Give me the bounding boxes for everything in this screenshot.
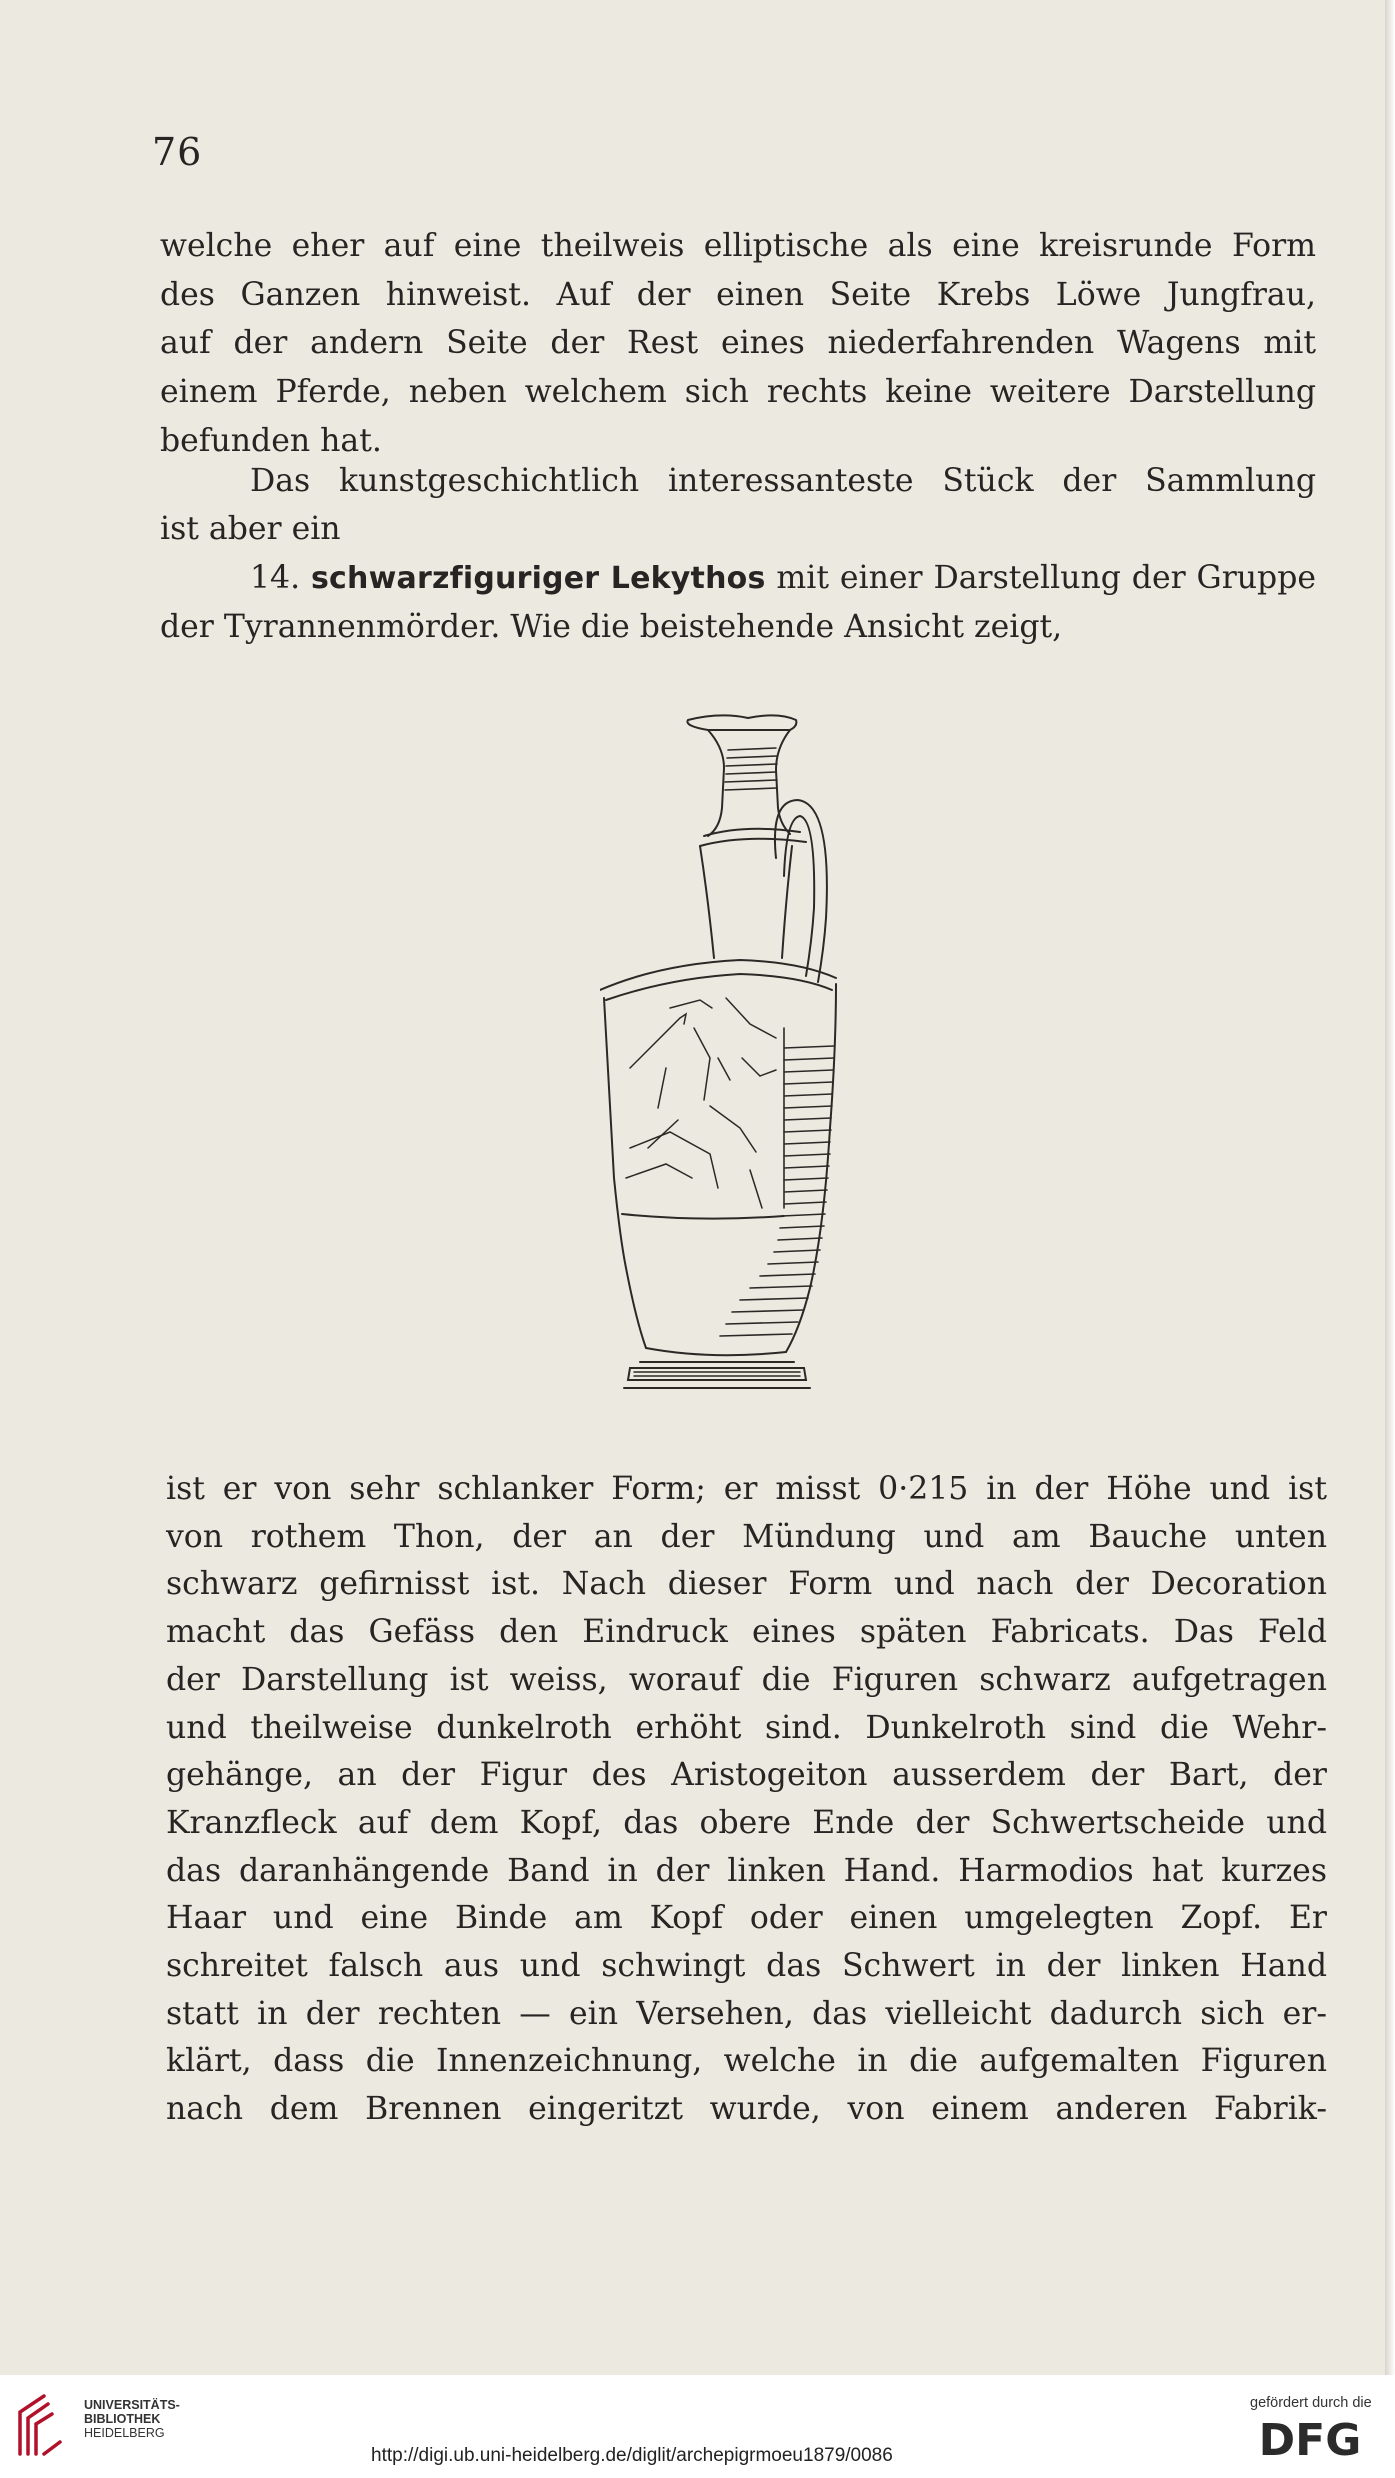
dfg-logo-text: DFG bbox=[1258, 2415, 1362, 2463]
text-line: macht das Gefäss den Eindruck eines späten Fabricats. Das Feld bbox=[166, 1614, 1327, 1651]
permalink-url[interactable]: http://digi.ub.uni-heidelberg.de/diglit/archepigrmoeu1879/0086 bbox=[371, 2445, 893, 2466]
text-line: und theilweise dunkelroth erhöht sind. Dunkelroth sind die Wehr- bbox=[166, 1709, 1327, 1746]
text-line: statt in der rechten — ein Versehen, das vielleicht dadurch sich er- bbox=[166, 1995, 1327, 2032]
paragraph-1 bbox=[160, 222, 1316, 466]
text-line: das daranhängende Band in der linken Hand. Harmodios hat kurzes bbox=[166, 1852, 1327, 1889]
institution-line: BIBLIOTHEK bbox=[84, 2412, 161, 2426]
text-line: welche eher auf eine theilweis elliptische als eine kreisrunde Form bbox=[160, 228, 1316, 264]
text-line-rest: mit einer Darstellung der Gruppe bbox=[776, 560, 1317, 596]
text-line: einem Pferde, neben welchem sich rechts keine weitere Darstellung bbox=[160, 374, 1316, 411]
institution-city: HEIDELBERG bbox=[84, 2426, 165, 2440]
dfg-logo-icon[interactable] bbox=[1240, 2415, 1380, 2463]
text-line: gehänge, an der Figur des Aristogeiton ausserdem der Bart, der bbox=[166, 1757, 1327, 1794]
institution-line: UNIVERSITÄTS- bbox=[84, 2398, 180, 2412]
text-line: Haar und eine Binde am Kopf oder einen umgelegten Zopf. Er bbox=[166, 1900, 1327, 1937]
catalog-number: 14. bbox=[250, 560, 301, 596]
text-line: der Darstellung ist weiss, worauf die Figuren schwarz aufgetragen bbox=[166, 1661, 1327, 1698]
page-edge-shadow bbox=[1385, 0, 1395, 2375]
paragraph-3 bbox=[160, 554, 1316, 652]
university-library-logo-icon[interactable] bbox=[14, 2390, 74, 2460]
text-line: Kranzfleck auf dem Kopf, das obere Ende der Schwertscheide und bbox=[166, 1804, 1327, 1841]
lekythos-illustration bbox=[600, 708, 880, 1418]
text-line: befunden hat. bbox=[160, 422, 382, 459]
institution-name[interactable] bbox=[84, 2398, 180, 2440]
text-line: schreitet falsch aus und schwingt das Schwert in der linken Hand bbox=[166, 1948, 1327, 1985]
paragraph-2 bbox=[160, 457, 1316, 553]
text-line: von rothem Thon, der an der Mündung und am Bauche unten bbox=[166, 1518, 1327, 1555]
text-line: nach dem Brennen eingeritzt wurde, von einem anderen Fabrik- bbox=[166, 2091, 1327, 2128]
catalog-heading: schwarzfiguriger Lekythos bbox=[311, 561, 766, 596]
page-number: 76 bbox=[152, 130, 203, 174]
funder-label: gefördert durch die bbox=[1250, 2395, 1372, 2411]
text-line: ist er von sehr schlanker Form; er misst 0·215 in der Höhe und ist bbox=[166, 1471, 1327, 1507]
text-line: auf der andern Seite der Rest eines niederfahrenden Wagens mit bbox=[160, 325, 1316, 362]
paragraph-4 bbox=[166, 1466, 1327, 2134]
text-line: Das kunstgeschichtlich interessanteste Stück der Sammlung bbox=[250, 463, 1316, 499]
text-line: schwarz gefirnisst ist. Nach dieser Form und nach der Decoration bbox=[166, 1566, 1327, 1603]
text-line: klärt, dass die Innenzeichnung, welche in die aufgemalten Figuren bbox=[166, 2043, 1327, 2080]
text-line: des Ganzen hinweist. Auf der einen Seite Krebs Löwe Jungfrau, bbox=[160, 276, 1316, 313]
text-line: ist aber ein bbox=[160, 511, 341, 547]
text-line: der Tyrannenmörder. Wie die beistehende Ansicht zeigt, bbox=[160, 609, 1063, 645]
text-line bbox=[160, 554, 1316, 603]
